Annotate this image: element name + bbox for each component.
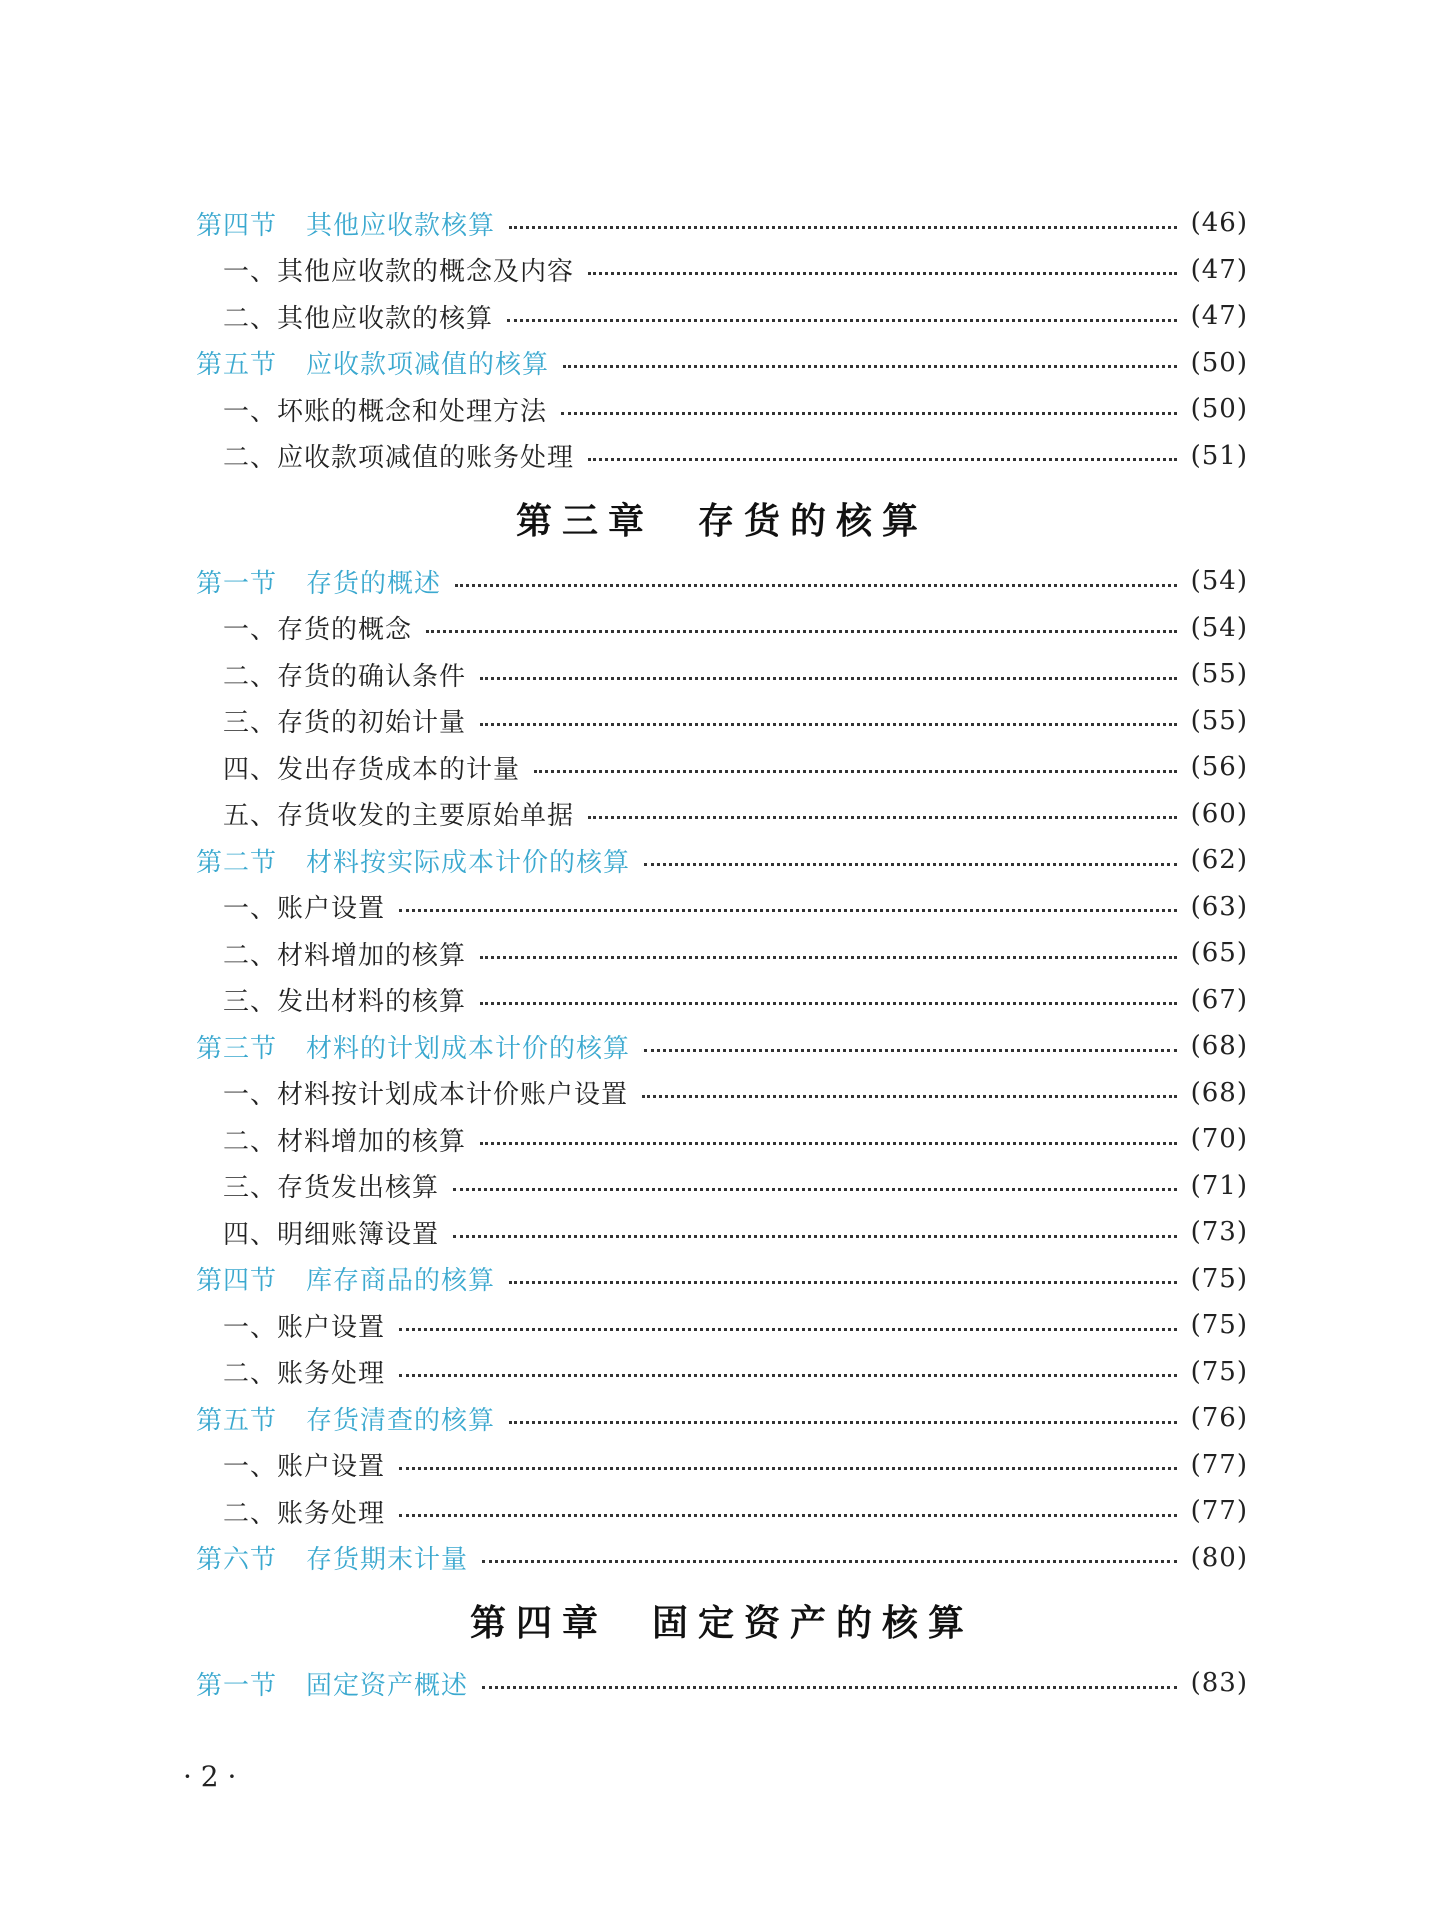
toc-subsection-entry[interactable] (196, 386, 1248, 433)
toc-entry-title: 二、账务处理 (223, 1498, 386, 1529)
chapter-number: 第四章 (469, 1602, 608, 1644)
chapter-heading (196, 1581, 1248, 1660)
dot-leader (399, 1467, 1177, 1470)
section-title: 固定资产概述 (306, 1670, 469, 1701)
toc-section-entry[interactable] (196, 200, 1248, 247)
toc-entry-title: 五、存货收发的主要原始单据 (223, 801, 575, 832)
chapter-number: 第三章 (515, 500, 654, 542)
section-label: 第六节 (196, 1545, 278, 1576)
toc-entry-title: 二、应收款项减值的账务处理 (223, 443, 575, 474)
toc-page-number: (60) (1190, 798, 1248, 829)
toc-page-number: (54) (1190, 612, 1248, 643)
toc-page-number: (67) (1190, 984, 1248, 1015)
toc-subsection-entry[interactable] (196, 1163, 1248, 1210)
toc-section-entry[interactable] (196, 558, 1248, 605)
dot-leader (399, 1514, 1177, 1517)
dot-leader (399, 909, 1177, 912)
section-title: 存货期末计量 (306, 1545, 469, 1576)
toc-subsection-entry[interactable] (196, 1442, 1248, 1489)
table-of-contents (196, 200, 1248, 1707)
toc-section-entry[interactable] (196, 1395, 1248, 1442)
toc-page-number: (75) (1190, 1356, 1248, 1387)
toc-entry-title: 一、账户设置 (223, 894, 386, 925)
section-label: 第四节 (196, 1266, 278, 1297)
toc-subsection-entry[interactable] (196, 1302, 1248, 1349)
dot-leader (588, 816, 1177, 819)
toc-entry-title (196, 1028, 630, 1065)
toc-entry-title: 四、明细账簿设置 (223, 1219, 440, 1250)
toc-section-entry[interactable] (196, 340, 1248, 387)
section-title: 材料按实际成本计价的核算 (306, 847, 631, 878)
dot-leader (480, 723, 1177, 726)
page-number: · 2 · (183, 1760, 237, 1793)
toc-entry-title (196, 1665, 468, 1702)
dot-leader (426, 630, 1177, 633)
toc-page-number: (54) (1190, 566, 1248, 597)
toc-section-entry[interactable] (196, 837, 1248, 884)
toc-page-number: (62) (1190, 845, 1248, 876)
chapter-heading (196, 479, 1248, 558)
toc-subsection-entry[interactable] (196, 605, 1248, 652)
toc-subsection-entry[interactable] (196, 977, 1248, 1024)
dot-leader (644, 863, 1177, 866)
toc-page-number: (75) (1190, 1310, 1248, 1341)
toc-entry-title (196, 1539, 468, 1576)
dot-leader (453, 1188, 1177, 1191)
toc-page-number: (55) (1190, 705, 1248, 736)
section-title: 应收款项减值的核算 (306, 350, 550, 381)
dot-leader (482, 1686, 1177, 1689)
toc-subsection-entry[interactable] (196, 930, 1248, 977)
dot-leader (509, 1421, 1177, 1424)
toc-page-number: (76) (1190, 1403, 1248, 1434)
toc-entry-title: 二、账务处理 (223, 1359, 386, 1390)
toc-page-number: (68) (1190, 1077, 1248, 1108)
section-title: 存货清查的核算 (306, 1405, 496, 1436)
toc-subsection-entry[interactable] (196, 293, 1248, 340)
chapter-title: 固定资产的核算 (652, 1602, 975, 1644)
toc-entry-title (196, 1400, 495, 1437)
toc-entry-title: 一、材料按计划成本计价账户设置 (223, 1080, 629, 1111)
toc-entry-title: 一、账户设置 (223, 1312, 386, 1343)
dot-leader (480, 956, 1177, 959)
toc-entry-title: 三、存货的初始计量 (223, 708, 467, 739)
toc-subsection-entry[interactable] (196, 791, 1248, 838)
toc-subsection-entry[interactable] (196, 698, 1248, 745)
dot-leader (399, 1328, 1177, 1331)
toc-subsection-entry[interactable] (196, 651, 1248, 698)
toc-page-number: (65) (1190, 938, 1248, 969)
toc-subsection-entry[interactable] (196, 1349, 1248, 1396)
toc-entry-title: 二、存货的确认条件 (223, 661, 467, 692)
toc-page-number: (68) (1190, 1031, 1248, 1062)
dot-leader (482, 1560, 1177, 1563)
toc-entry-title: 三、存货发出核算 (223, 1173, 440, 1204)
section-label: 第五节 (196, 350, 278, 381)
dot-leader (453, 1235, 1177, 1238)
dot-leader (509, 226, 1177, 229)
toc-page-number: (50) (1190, 347, 1248, 378)
toc-page-number: (80) (1190, 1542, 1248, 1573)
toc-page-number: (47) (1190, 254, 1248, 285)
section-label: 第二节 (196, 847, 278, 878)
dot-leader (563, 365, 1177, 368)
toc-subsection-entry[interactable] (196, 1209, 1248, 1256)
dot-leader (588, 272, 1177, 275)
section-title: 材料的计划成本计价的核算 (306, 1033, 631, 1064)
section-title: 存货的概述 (306, 568, 442, 599)
toc-page-number: (77) (1190, 1496, 1248, 1527)
toc-entry-title (196, 205, 495, 242)
toc-entry-title: 一、坏账的概念和处理方法 (223, 396, 548, 427)
toc-subsection-entry[interactable] (196, 884, 1248, 931)
dot-leader (642, 1095, 1177, 1098)
toc-page-number: (73) (1190, 1217, 1248, 1248)
toc-page-number: (47) (1190, 301, 1248, 332)
toc-entry-title (196, 563, 441, 600)
dot-leader (399, 1374, 1177, 1377)
dot-leader (561, 412, 1177, 415)
toc-section-entry[interactable] (196, 1023, 1248, 1070)
toc-entry-title (196, 344, 549, 381)
toc-entry-title: 二、材料增加的核算 (223, 940, 467, 971)
toc-entry-title: 一、账户设置 (223, 1452, 386, 1483)
section-label: 第五节 (196, 1405, 278, 1436)
toc-page-number: (50) (1190, 394, 1248, 425)
toc-page-number: (83) (1190, 1668, 1248, 1699)
section-label: 第一节 (196, 1670, 278, 1701)
dot-leader (588, 458, 1177, 461)
toc-subsection-entry[interactable] (196, 247, 1248, 294)
dot-leader (480, 1002, 1177, 1005)
toc-subsection-entry[interactable] (196, 744, 1248, 791)
toc-page-number: (70) (1190, 1124, 1248, 1155)
toc-subsection-entry[interactable] (196, 1116, 1248, 1163)
toc-section-entry[interactable] (196, 1535, 1248, 1582)
toc-entry-title: 二、其他应收款的核算 (223, 303, 494, 334)
section-label: 第一节 (196, 568, 278, 599)
dot-leader (480, 1142, 1177, 1145)
toc-page-number: (46) (1190, 208, 1248, 239)
toc-section-entry[interactable] (196, 1256, 1248, 1303)
toc-subsection-entry[interactable] (196, 1488, 1248, 1535)
toc-entry-title (196, 842, 630, 879)
dot-leader (480, 677, 1177, 680)
toc-subsection-entry[interactable] (196, 433, 1248, 480)
toc-page-number: (71) (1190, 1170, 1248, 1201)
chapter-title: 存货的核算 (698, 500, 929, 542)
toc-page-number: (75) (1190, 1263, 1248, 1294)
dot-leader (509, 1281, 1177, 1284)
toc-entry-title: 二、材料增加的核算 (223, 1126, 467, 1157)
toc-entry-title: 一、存货的概念 (223, 615, 413, 646)
toc-entry-title: 一、其他应收款的概念及内容 (223, 257, 575, 288)
toc-subsection-entry[interactable] (196, 1070, 1248, 1117)
toc-page-number: (63) (1190, 891, 1248, 922)
dot-leader (534, 770, 1177, 773)
toc-page-number: (51) (1190, 440, 1248, 471)
dot-leader (507, 319, 1177, 322)
toc-page-number: (77) (1190, 1449, 1248, 1480)
toc-page-number: (55) (1190, 659, 1248, 690)
toc-section-entry[interactable] (196, 1660, 1248, 1707)
dot-leader (455, 584, 1177, 587)
section-title: 其他应收款核算 (306, 210, 496, 241)
section-title: 库存商品的核算 (306, 1266, 496, 1297)
toc-entry-title: 三、发出材料的核算 (223, 987, 467, 1018)
toc-entry-title: 四、发出存货成本的计量 (223, 754, 521, 785)
section-label: 第三节 (196, 1033, 278, 1064)
toc-page-number: (56) (1190, 752, 1248, 783)
dot-leader (644, 1049, 1177, 1052)
toc-entry-title (196, 1260, 495, 1297)
section-label: 第四节 (196, 210, 278, 241)
